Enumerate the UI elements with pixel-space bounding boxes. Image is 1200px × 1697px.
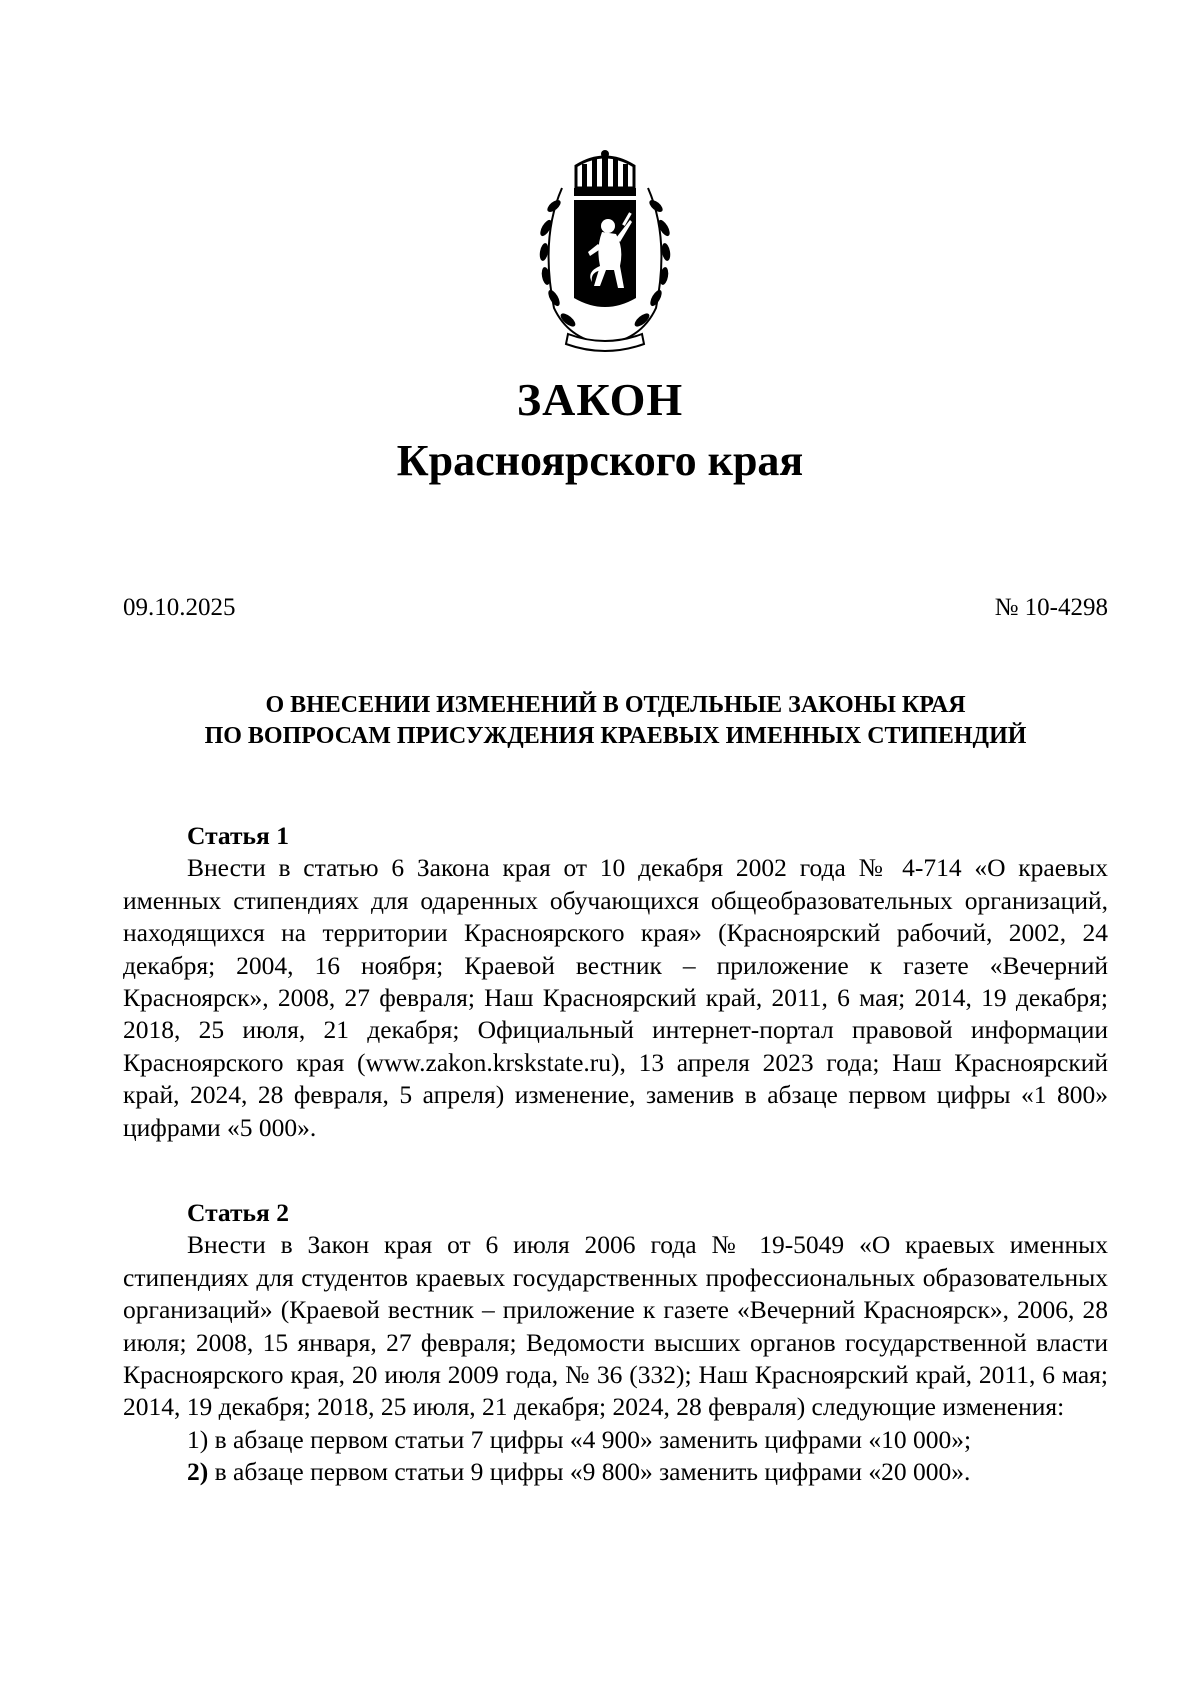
document-date: 09.10.2025 [123,594,236,621]
article-heading: Статья 2 [187,1198,289,1227]
article-list-item [123,1424,1108,1456]
coat-of-arms-emblem [532,148,678,354]
title-line-1: О ВНЕСЕНИИ ИЗМЕНЕНИЙ В ОТДЕЛЬНЫЕ ЗАКОНЫ КРАЯ [265,692,966,718]
document-title [123,690,1108,752]
title-line-2: ПО ВОПРОСАМ ПРИСУЖДЕНИЯ КРАЕВЫХ ИМЕННЫХ СТИПЕНДИЙ [204,723,1027,749]
article-2 [123,1197,1108,1489]
item-text: в абзаце первом статьи 7 цифры «4 900» заменить цифрами «10 000»; [214,1424,972,1454]
item-number: 1) [187,1424,209,1454]
document-type: ЗАКОН [516,374,684,425]
article-list-item [123,1456,1108,1488]
item-number: 2) [187,1457,209,1487]
article-text: Внести в статью 6 Закона края от 10 декабря 2002 года № 4-714 «О краевых именных стипендиях для одаренных обучающихся общеобразовательных организаций, находящихся на территории Красноярского края» (Красноярский рабочий, 2002, 24 декабря; 2004, 16 ноября; Краевой вестник – приложение к газете «Вечерний Красноярск», 2008, 27 февраля; Наш Красноярский край, 2011, 6 мая; 2014, 19 декабря; 2018, 25 июля, 21 декабря; Официальный интернет-портал правовой информации Красноярского края (www.zakon.krskstate.ru), 13 апреля 2023 года; Наш Красноярский край, 2024, 28 февраля, 5 апреля) изменение, заменив в абзаце первом цифры «1 800» цифрами «5 000». [123,853,1108,1142]
article-heading: Статья 1 [187,821,289,850]
article-text: Внести в Закон края от 6 июля 2006 года № 19-5049 «О краевых именных стипендиях для студентов краевых государственных профессиональных образовательных организаций» (Краевой вестник – приложение к газете «Вечерний Красноярск», 2006, 28 июля; 2008, 15 января, 27 февраля; Ведомости высших органов государственной власти Красноярского края, 20 июля 2009 года, № 36 (332); Наш Красноярский край, 2011, 6 мая; 2014, 19 декабря; 2018, 25 июля, 21 декабря; 2024, 28 февраля) следующие изменения: [123,1230,1108,1422]
item-text: в абзаце первом статьи 9 цифры «9 800» заменить цифрами «20 000». [214,1457,971,1487]
document-number: № 10-4298 [994,594,1108,621]
document-region: Красноярского края [396,436,804,485]
article-1 [123,820,1108,1144]
